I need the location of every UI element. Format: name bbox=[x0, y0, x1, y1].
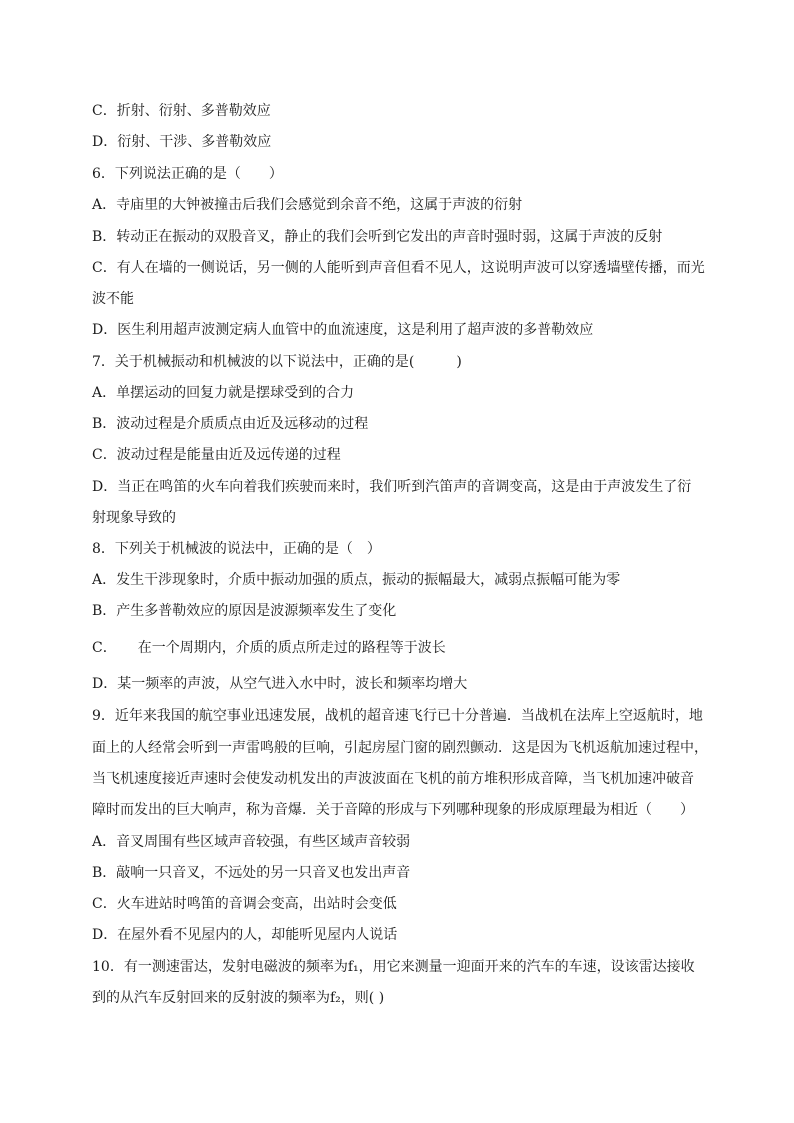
option-9a: A．音叉周围有些区域声音较强，有些区域声音较弱 bbox=[92, 834, 411, 850]
question-7-stem: 7．关于机械振动和机械波的以下说法中，正确的是( ) bbox=[92, 354, 462, 370]
option-6c-line1: C．有人在墙的一侧说话，另一侧的人能听到声音但看不见人，这说明声波可以穿透墙壁传播，而光 bbox=[92, 260, 705, 276]
option-9b: B．敲响一只音叉，不远处的另一只音叉也发出声音 bbox=[92, 865, 411, 881]
option-8a: A．发生干涉现象时，介质中振动加强的质点，振动的振幅最大，减弱点振幅可能为零 bbox=[92, 572, 621, 588]
option-7d-line2: 射现象导致的 bbox=[92, 510, 176, 526]
question-9-line1: 9．近年来我国的航空事业迅速发展，战机的超音速飞行已十分普遍．当战机在法库上空返航时，地 bbox=[92, 708, 703, 724]
option-9c: C．火车进站时鸣笛的音调会变高，出站时会变低 bbox=[92, 896, 397, 912]
question-6-stem: 6．下列说法正确的是（ ） bbox=[92, 166, 283, 182]
option-8c: C． 在一个周期内，介质的质点所走过的路程等于波长 bbox=[92, 640, 446, 656]
option-6a: A．寺庙里的大钟被撞击后我们会感觉到余音不绝，这属于声波的衍射 bbox=[92, 197, 523, 213]
option-5c: C．折射、衍射、多普勒效应 bbox=[92, 103, 271, 119]
option-7c: C．波动过程是能量由近及远传递的过程 bbox=[92, 447, 341, 463]
option-7b: B．波动过程是介质质点由近及远移动的过程 bbox=[92, 416, 369, 432]
option-8b: B．产生多普勒效应的原因是波源频率发生了变化 bbox=[92, 603, 397, 619]
question-9-line2: 面上的人经常会听到一声雷鸣般的巨响，引起房屋门窗的剧烈颤动．这是因为飞机返航加速过程中， bbox=[92, 740, 708, 756]
question-10-line2: 到的从汽车反射回来的反射波的频率为f₂，则( ) bbox=[92, 990, 385, 1006]
option-9d: D．在屋外看不见屋内的人，却能听见屋内人说话 bbox=[92, 927, 398, 943]
option-7a: A．单摆运动的回复力就是摆球受到的合力 bbox=[92, 385, 355, 401]
question-8-stem: 8．下列关于机械波的说法中，正确的是（ ） bbox=[92, 541, 381, 557]
option-8d: D．某一频率的声波，从空气进入水中时，波长和频率均增大 bbox=[92, 676, 468, 692]
question-9-line4: 障时而发出的巨大响声，称为音爆．关于音障的形成与下列哪种现象的形成原理最为相近（ ） bbox=[92, 802, 694, 818]
question-9-line3: 当飞机速度接近声速时会使发动机发出的声波波面在飞机的前方堆积形成音障，当飞机加速冲破音 bbox=[92, 771, 694, 787]
option-6c-line2: 波不能 bbox=[92, 291, 134, 307]
option-6b: B．转动正在振动的双股音叉，静止的我们会听到它发出的声音时强时弱，这属于声波的反射 bbox=[92, 229, 663, 245]
option-5d: D．衍射、干涉、多普勒效应 bbox=[92, 134, 272, 150]
option-6d: D．医生利用超声波测定病人血管中的血流速度，这是利用了超声波的多普勒效应 bbox=[92, 322, 594, 338]
question-10-line1: 10．有一测速雷达，发射电磁波的频率为f₁，用它来测量一迎面开来的汽车的车速，设该雷达接收 bbox=[92, 959, 695, 975]
option-7d-line1: D．当正在鸣笛的火车向着我们疾驶而来时，我们听到汽笛声的音调变高，这是由于声波发生了衍 bbox=[92, 479, 692, 495]
